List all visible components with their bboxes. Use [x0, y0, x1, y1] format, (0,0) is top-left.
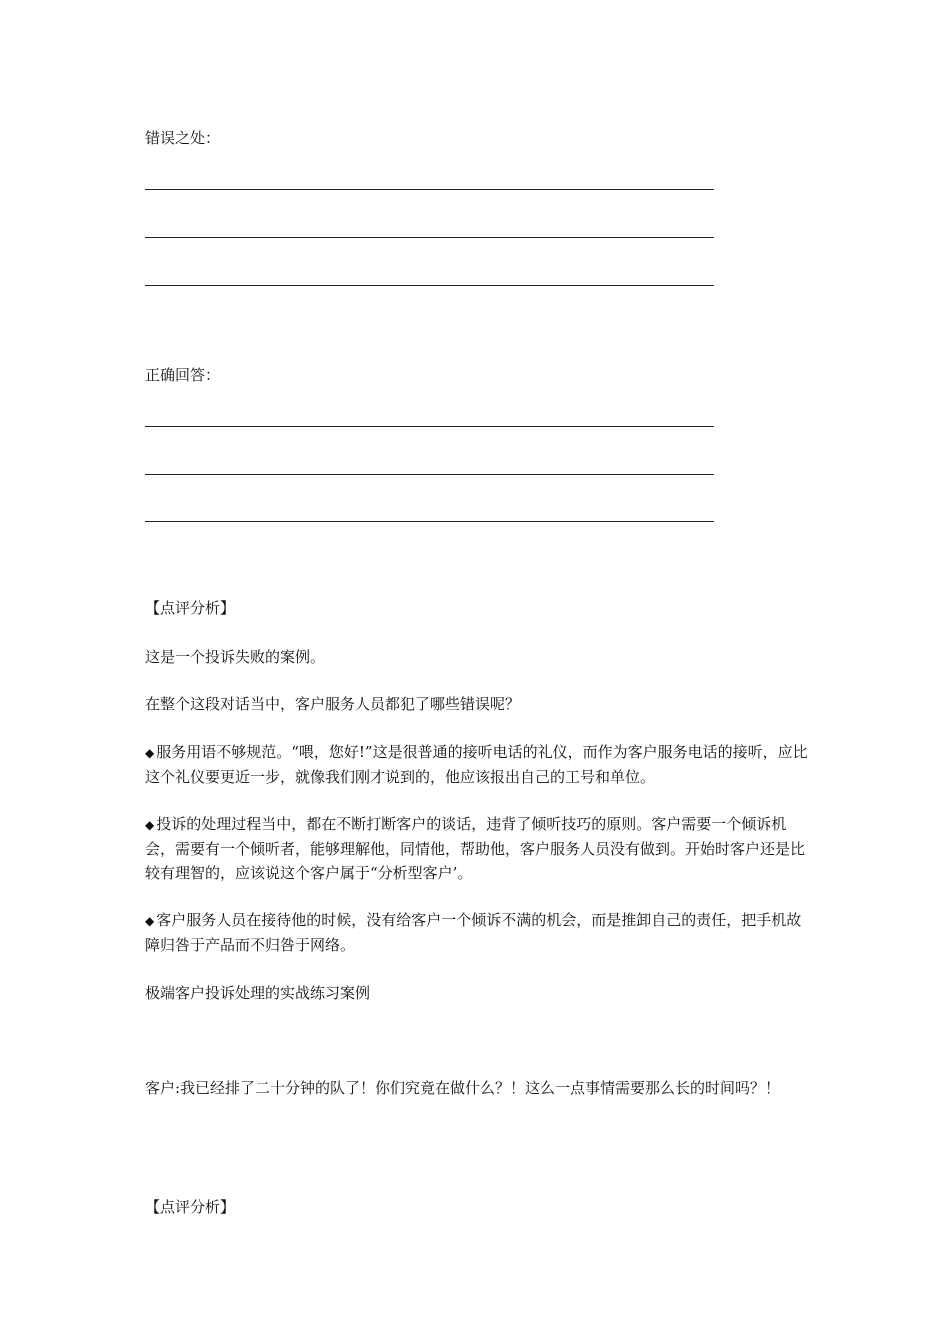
review-question: 在整个这段对话当中，客户服务人员都犯了哪些错误呢？ [145, 695, 521, 713]
review-point-1-text: 服务用语不够规范。“喂，您好!”这是很普通的接听电话的礼仪，而作为客户服务电话的接听，应比这个礼仪要更近一步，就像我们刚才说到的，他应该报出自己的工号和单位。 [145, 743, 808, 786]
answer-line [145, 521, 714, 522]
customer-quote: 客户:我已经排了二十分钟的队了！你们究竟在做什么？！这么一点事情需要那么长的时间吗？！ [145, 1079, 781, 1097]
review-point-3 [145, 908, 811, 957]
answer-line [145, 189, 714, 190]
answer-line [145, 237, 714, 238]
review-point-3-text: 客户服务人员在接待他的时候，没有给客户一个倾诉不满的机会，而是推卸自己的责任，把手机故障归咎于产品而不归咎于网络。 [145, 911, 802, 954]
bullet-icon: ◆ [145, 746, 155, 760]
bullet-icon: ◆ [145, 818, 155, 832]
answer-line [145, 426, 714, 427]
correct-answer-label: 正确回答： [145, 366, 221, 384]
review-intro: 这是一个投诉失败的案例。 [145, 648, 326, 666]
review-heading: 【点评分析】 [145, 599, 236, 617]
review-point-2-text: 投诉的处理过程当中，都在不断打断客户的谈话，违背了倾听技巧的原则。客户需要一个倾诉机会，需要有一个倾听者，能够理解他，同情他，帮助他，客户服务人员没有做到。开始时客户还是比较有理智的，应该说这个客户属于“分析型客户’。 [145, 815, 806, 882]
bullet-icon: ◆ [145, 914, 155, 928]
answer-line [145, 474, 714, 475]
case-title: 极端客户投诉处理的实战练习案例 [145, 984, 371, 1002]
answer-line [145, 285, 714, 286]
review-point-1 [145, 740, 811, 789]
errors-label: 错误之处： [145, 129, 221, 147]
review-point-2 [145, 812, 811, 885]
review-heading-2: 【点评分析】 [145, 1198, 236, 1216]
